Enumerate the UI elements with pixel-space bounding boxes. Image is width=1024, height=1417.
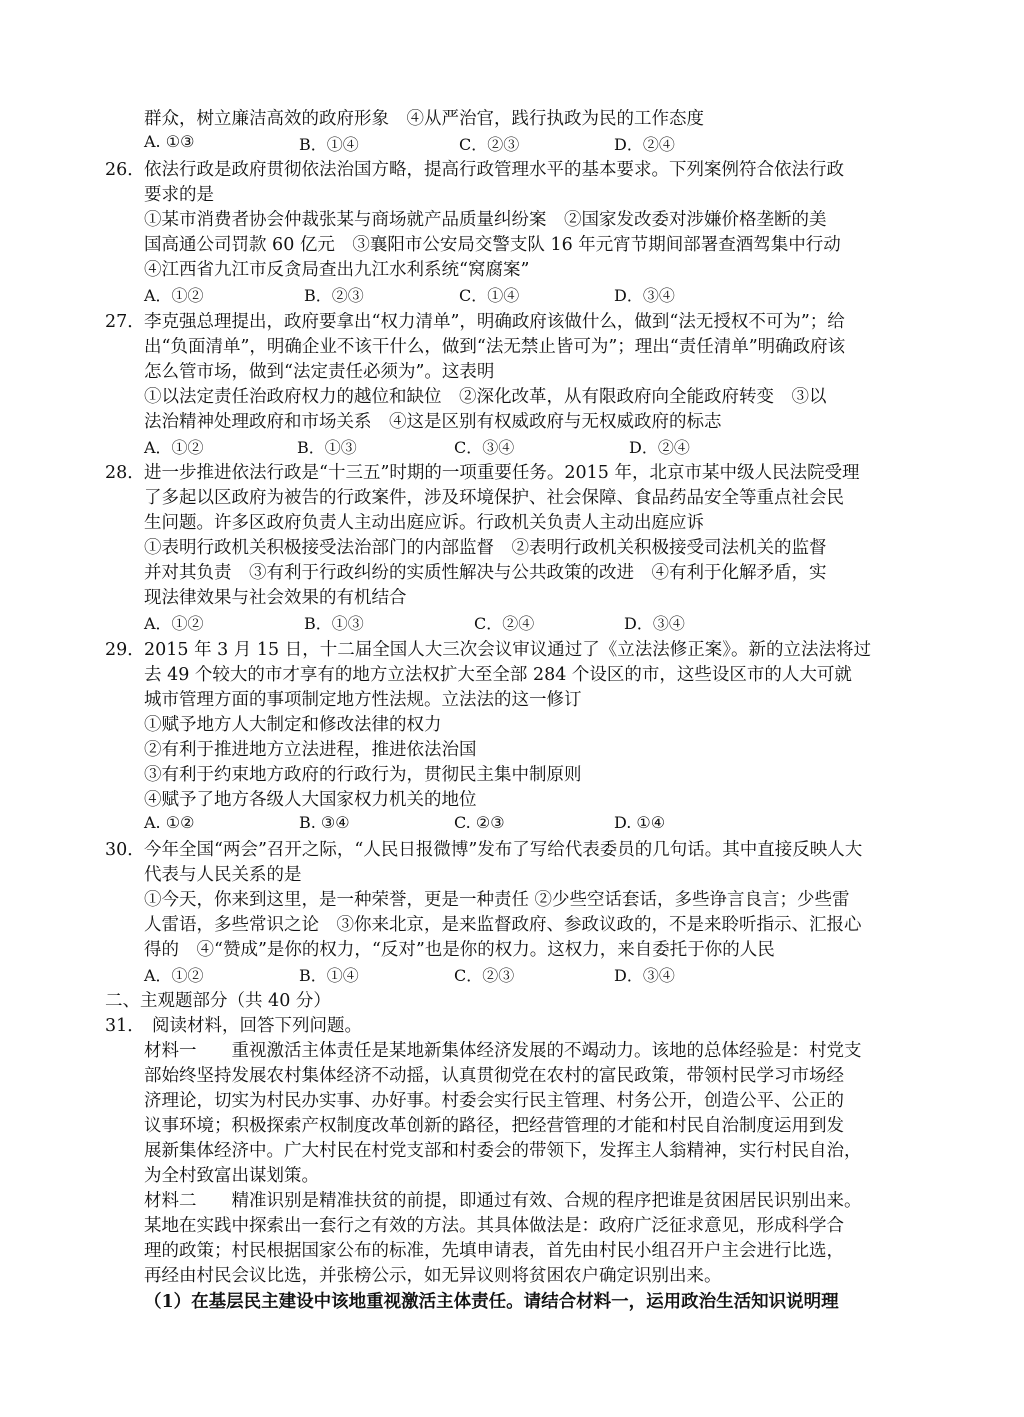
q26-line: 依法行政是政府贯彻依法治国方略，提高行政管理水平的基本要求。下列案例符合依法行政	[144, 160, 844, 180]
q31-subquestion-1: （1）在基层民主建设中该地重视激活主体责任。请结合材料一，运用政治生活知识说明理	[144, 1292, 839, 1312]
option-d: D．②④	[614, 135, 675, 154]
q29-number: 29．	[105, 640, 145, 660]
q29-line: 去 49 个较大的市才享有的地方立法权扩大至全部 284 个设区的市，这些设区市的人大可就	[144, 665, 852, 685]
option-b: B．①③	[297, 438, 357, 457]
material2-line: 材料二 精准识别是精准扶贫的前提，即通过有效、合规的程序把谁是贫困居民识别出来。	[144, 1191, 862, 1211]
q26-line: 国高通公司罚款 60 亿元 ③襄阳市公安局交警支队 16 年元宵节期间部署查酒驾集中行动	[144, 235, 841, 255]
q27-line: 法治精神处理政府和市场关系 ④这是区别有权威政府与无权威政府的标志	[144, 412, 722, 432]
q27-line: 出“负面清单”，明确企业不该干什么，做到“法无禁止皆可为”；理出“责任清单”明确政府该	[144, 337, 846, 357]
q29-line: ④赋予了地方各级人大国家权力机关的地位	[144, 790, 477, 810]
q27-line: 李克强总理提出，政府要拿出“权力清单”，明确政府该做什么，做到“法无授权不可为”；给	[144, 312, 845, 332]
q28-line: 了多起以区政府为被告的行政案件，涉及环境保护、社会保障、食品药品安全等重点社会民	[144, 488, 844, 508]
option-c: C．③④	[454, 438, 515, 457]
option-c: C．②③	[454, 966, 515, 985]
q30-number: 30．	[105, 840, 145, 860]
q28-options	[144, 611, 904, 636]
q27-number: 27．	[105, 312, 145, 332]
option-a: A. ①②	[144, 813, 195, 832]
option-d: D．③④	[614, 966, 675, 985]
q30-line: 代表与人民关系的是	[144, 865, 302, 885]
option-c: C．②③	[459, 135, 520, 154]
option-d: D．②④	[629, 438, 690, 457]
q30-line: ①今天，你来到这里，是一种荣誉，更是一种责任 ②少些空话套话，多些诤言良言；少些雷	[144, 890, 850, 910]
q29-line: 城市管理方面的事项制定地方性法规。立法法的这一修订	[144, 690, 582, 710]
option-c: C．①④	[459, 286, 520, 305]
q30-line: 人雷语，多些常识之论 ③你来北京，是来监督政府、参政议政的，不是来聆听指示、汇报心	[144, 915, 862, 935]
q27-line: ①以法定责任治政府权力的越位和缺位 ②深化改革，从有限政府向全能政府转变 ③以	[144, 387, 827, 407]
q31-number: 31．	[105, 1016, 145, 1036]
material1-line: 展新集体经济中。广大村民在村党支部和村委会的带领下，发挥主人翁精神，实行村民自治，	[144, 1141, 862, 1161]
q29-line: ①赋予地方人大制定和修改法律的权力	[144, 715, 442, 735]
option-b: B. ③④	[299, 813, 350, 832]
q28-line: ①表明行政机关积极接受法治部门的内部监督 ②表明行政机关积极接受司法机关的监督	[144, 538, 827, 558]
q29-line: 2015 年 3 月 15 日，十二届全国人大三次会议审议通过了《立法法修正案》。新的立法法将过	[144, 640, 871, 660]
q26-line: 要求的是	[144, 185, 214, 205]
q27-line: 怎么管市场，做到“法定责任必须为”。这表明	[144, 362, 495, 382]
q31-intro: 阅读材料，回答下列问题。	[152, 1016, 362, 1036]
option-b: B．①④	[299, 135, 359, 154]
q28-line: 生问题。许多区政府负责人主动出庭应诉。行政机关负责人主动出庭应诉	[144, 513, 704, 533]
material1-line: 材料一 重视激活主体责任是某地新集体经济发展的不竭动力。该地的总体经验是：村党支	[144, 1041, 862, 1061]
q28-line: 进一步推进依法行政是“十三五”时期的一项重要任务。2015 年，北京市某中级人民法院受理	[144, 463, 860, 483]
q26-options	[144, 283, 904, 308]
q28-line: 现法律效果与社会效果的有机结合	[144, 588, 407, 608]
material2-line: 某地在实践中探索出一套行之有效的方法。其具体做法是：政府广泛征求意见，形成科学合	[144, 1216, 844, 1236]
section-heading: 二、主观题部分（共 40 分）	[105, 991, 331, 1011]
material2-line: 理的政策；村民根据国家公布的标准，先填申请表，首先由村民小组召开户主会进行比选，	[144, 1241, 844, 1261]
q30-line: 今年全国“两会”召开之际，“人民日报微博”发布了写给代表委员的几句话。其中直接反映人大	[144, 840, 863, 860]
option-c: C．②④	[474, 614, 535, 633]
q28-number: 28．	[105, 463, 145, 483]
q25-line: 群众，树立廉洁高效的政府形象 ④从严治官，践行执政为民的工作态度	[144, 109, 704, 129]
q28-line: 并对其负责 ③有利于行政纠纷的实质性解决与公共政策的改进 ④有利于化解矛盾，实	[144, 563, 827, 583]
option-b: B．①④	[299, 966, 359, 985]
option-c: C. ②③	[454, 813, 505, 832]
q26-line: ①某市消费者协会仲裁张某与商场就产品质量纠纷案 ②国家发改委对涉嫌价格垄断的美	[144, 210, 827, 230]
material1-line: 济理论，切实为村民办实事、办好事。村委会实行民主管理、村务公开，创造公平、公正的	[144, 1091, 844, 1111]
option-d: D．③④	[614, 286, 675, 305]
option-b: B．①③	[304, 614, 364, 633]
option-a: A．①②	[144, 614, 204, 633]
option-d: D．③④	[624, 614, 685, 633]
option-d: D. ①④	[614, 813, 666, 832]
material1-line: 为全村致富出谋划策。	[144, 1166, 319, 1186]
q30-line: 得的 ④“赞成”是你的权力，“反对”也是你的权力。这权力，来自委托于你的人民	[144, 940, 775, 960]
q29-line: ③有利于约束地方政府的行政行为，贯彻民主集中制原则	[144, 765, 582, 785]
q25-options	[144, 132, 904, 157]
option-a: A．①②	[144, 286, 204, 305]
q29-options	[144, 813, 904, 838]
q26-number: 26．	[105, 160, 145, 180]
option-a: A. ①③	[144, 132, 195, 151]
option-a: A．①②	[144, 438, 204, 457]
material2-line: 再经由村民会议比选，并张榜公示，如无异议则将贫困农户确定识别出来。	[144, 1266, 722, 1286]
q26-line: ④江西省九江市反贪局查出九江水利系统“窝腐案”	[144, 260, 530, 280]
option-b: B．②③	[304, 286, 364, 305]
material1-line: 议事环境；积极探索产权制度改革创新的路径，把经营管理的才能和村民自治制度运用到发	[144, 1116, 844, 1136]
q30-options	[144, 963, 904, 988]
q29-line: ②有利于推进地方立法进程，推进依法治国	[144, 740, 477, 760]
option-a: A．①②	[144, 966, 204, 985]
material1-line: 部始终坚持发展农村集体经济不动摇，认真贯彻党在农村的富民政策，带领村民学习市场经	[144, 1066, 844, 1086]
q27-options	[144, 435, 904, 460]
